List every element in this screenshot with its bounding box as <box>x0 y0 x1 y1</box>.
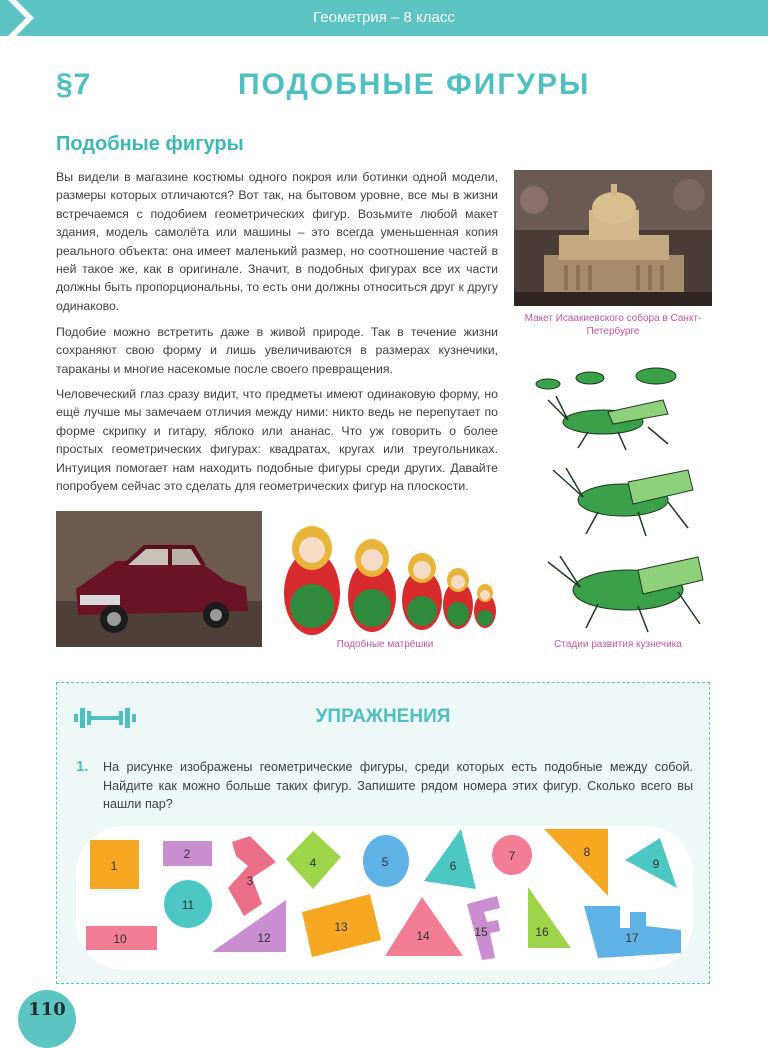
exercises-title: УПРАЖНЕНИЯ <box>315 706 451 727</box>
matryoshka-caption: Подобные матрёшки <box>336 639 434 650</box>
shape-label-12: 12 <box>257 931 271 945</box>
page-number: 110 <box>28 999 66 1020</box>
shape-14 <box>385 897 463 956</box>
shape-label-15: 15 <box>474 925 488 939</box>
shape-label-13: 13 <box>334 920 348 934</box>
chapter-title: ПОДОБНЫЕ ФИГУРЫ <box>238 68 591 101</box>
paragraph-2: Подобие можно встретить даже в живой природе. Так в течение жизни сохраняют свою форму и лишь увеличиваются в размерах кузнечики, тараканы и многие насекомые после своего превращения. <box>56 325 498 376</box>
shape-label-8: 8 <box>583 845 591 859</box>
task-text: На рисунке изображены геометрические фигуры, среди которых есть подобные между собой. Найдите как можно больше таких фигур. Запишите рядом номера этих фигур. Сколько всего вы нашли пар? <box>103 760 693 811</box>
paragraph-3: Человеческий глаз сразу видит, что предметы имеют одинаковую форму, но ещё лучше мы замечаем отличия между ними: никто ведь не перепутает по форме скрипку и гитару, яблоко или ананас. Что уж говорить о более простых геометрических фигурах: квадратах, кругах или треугольниках. Интуиция помогает нам находить подобные фигуры среди других. Давайте попробуем сейчас это сделать для геометрических фигур на плоскости. <box>56 387 498 494</box>
shape-8 <box>544 829 608 896</box>
shape-label-3: 3 <box>246 874 254 888</box>
task-number: 1. <box>76 758 89 775</box>
cathedral-caption: Макет Исаакиевского собора в Санкт-Петербурге <box>524 313 702 337</box>
shape-label-2: 2 <box>183 847 191 861</box>
header-title: Геометрия – 8 класс <box>313 9 455 26</box>
paragraph-1: Вы видели в магазине костюмы одного покроя или ботинки одной модели, размеры которых отличаются? Вот так, на бытовом уровне, все мы в жизни встречаемся с подобием геометрических фигур. Возьмите любой макет здания, модель самолёта или машины – это всегда уменьшенная копия реального объекта: она имеет маленький размер, но соотношение частей в ней такое же, как в оригинале. Значит, в подобных фигурах все их части должны быть пропорциональны, то есть они должны относиться друг к другу одинаково. <box>56 170 498 313</box>
shape-label-16: 16 <box>535 925 549 939</box>
shape-label-5: 5 <box>381 855 389 869</box>
chapter-number: §7 <box>56 68 92 101</box>
shape-label-14: 14 <box>416 929 430 943</box>
shape-label-7: 7 <box>508 849 516 863</box>
shape-label-17: 17 <box>625 931 639 945</box>
grasshopper-caption: Стадии развития кузнечика <box>554 639 682 650</box>
shape-label-11: 11 <box>181 898 195 912</box>
shape-label-1: 1 <box>110 859 118 873</box>
shape-label-6: 6 <box>449 859 457 873</box>
section-title: Подобные фигуры <box>56 133 244 155</box>
shape-label-10: 10 <box>113 932 127 946</box>
shape-9 <box>625 838 677 888</box>
shape-label-4: 4 <box>309 856 317 870</box>
shape-label-9: 9 <box>652 857 660 871</box>
